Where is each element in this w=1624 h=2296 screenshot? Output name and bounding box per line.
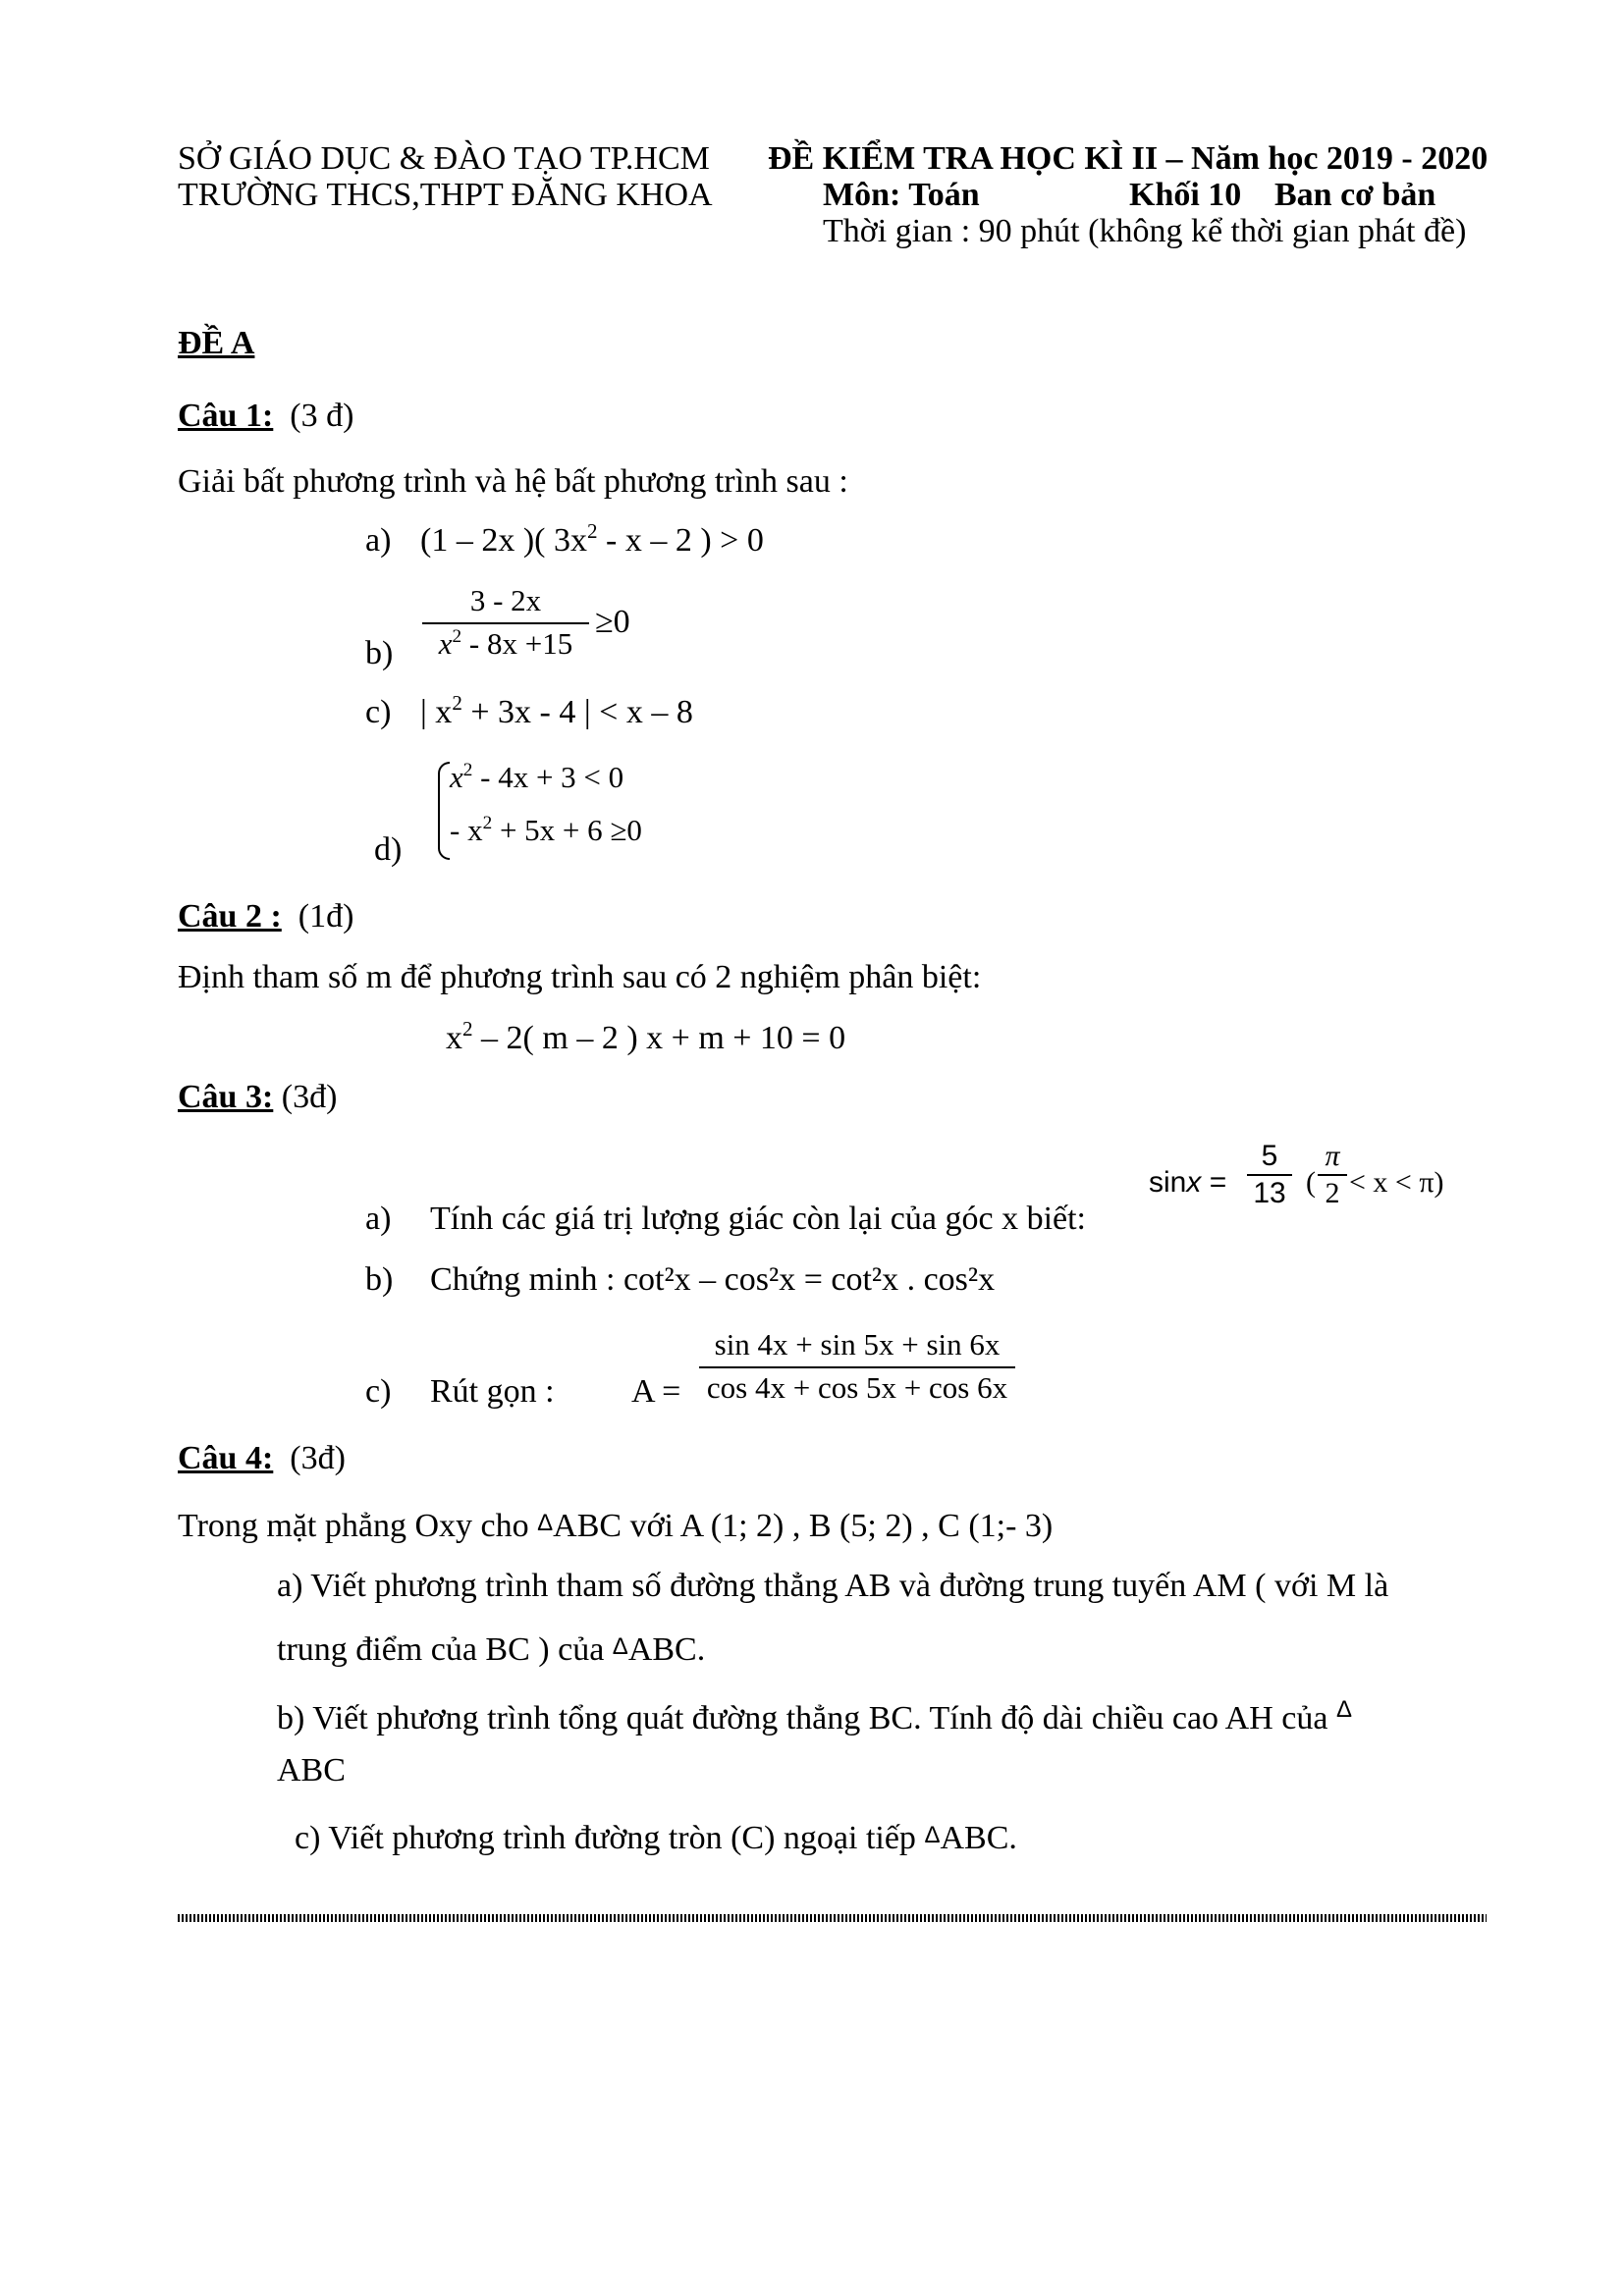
q3b-text: Chứng minh : cot²x – cos²x = cot²x . cos²x [430,1261,996,1298]
q4a-line-2: trung điểm của BC ) của ΔABC. [277,1631,706,1668]
q3a-label: a) [365,1201,392,1237]
exam-code: ĐỀ A [178,325,255,361]
q3a-sin-x: sinx = [1149,1166,1227,1199]
triangle-symbol: Δ [924,1822,941,1848]
triangle-symbol: Δ [1335,1696,1352,1723]
q1b-relation: ≥0 [595,604,630,640]
triangle-symbol: Δ [537,1510,554,1536]
triangle-symbol: Δ [612,1633,628,1660]
question-2-heading [178,897,353,936]
question-1-label: Câu 1: [178,398,274,434]
question-2-equation: $x^2 - 2$( m – 2 ) x + m + 10 = 0 [446,1017,846,1056]
q3a-open-paren: ( [1306,1166,1316,1199]
exam-duration: Thời gian : 90 phút (không kể thời gian phát đề) [823,213,1467,249]
q1b-numerator: 3 - 2x [469,583,542,617]
q3c-label: c) [365,1373,392,1410]
q3c-lhs: A = [631,1373,681,1410]
q1d-label: d) [374,831,403,868]
q1a-label: a) [365,522,392,559]
subject-label: Môn: Toán [823,177,980,213]
q1d-inequality-1: $x^2 - 4x + 3 < 0$ [450,760,624,794]
q3a-range: < x < π) [1349,1166,1444,1199]
question-1-heading [178,397,353,436]
question-1-prompt: Giải bất phương trình và hệ bất phương trình sau : [178,463,848,500]
q3a-text: Tính các giá trị lượng giác còn lại của góc x biết: [430,1201,1086,1237]
question-4-prompt: Trong mặt phẳng Oxy cho ΔABC với A (1; 2) , B (5; 2) , C (1;- 3) [178,1508,1054,1544]
q3a-sin-denominator: 13 [1253,1177,1286,1209]
school-name: TRƯỜNG THCS,THPT ĐĂNG KHOA [178,177,713,213]
q3c-denominator: cos 4x + cos 5x + cos 6x [706,1370,1008,1405]
department-name: SỞ GIÁO DỤC & ĐÀO TẠO TP.HCM [178,140,710,177]
q1d-inequality-2: - $x^2 + 5x + 6 \ge 0$ [450,813,642,847]
q4a-line-1: a) Viết phương trình tham số đường thẳng AB và đường trung tuyến AM ( với M là [277,1568,1389,1604]
q4c-line: c) Viết phương trình đường tròn (C) ngoại tiếp ΔABC. [295,1820,1017,1856]
grade-label: Khối 10 [1129,177,1242,213]
question-2-prompt: Định tham số m để phương trình sau có 2 nghiệm phân biệt: [178,959,982,995]
q3a-pi-over-2 [1318,1139,1347,1211]
q1c-expression: | $x^2 + 3x - 4$ | < x – 8 [420,691,693,730]
question-2-points: (1đ) [298,898,354,934]
q3c-text: Rút gọn : [430,1373,555,1410]
q3a-pi-numerator: π [1325,1140,1340,1172]
question-4-heading [178,1439,346,1478]
q1b-fraction [422,581,589,668]
q4b-line-1: b) Viết phương trình tổng quát đường thẳng BC. Tính độ dài chiều cao AH của $^\Delta$ [277,1696,1352,1736]
question-3-label: Câu 3: [178,1079,274,1115]
q3b-label: b) [365,1261,394,1298]
q3c-fraction [699,1325,1015,1408]
q3c-numerator: sin 4x + sin 5x + sin 6x [714,1327,1001,1362]
q3a-sin-fraction [1247,1139,1292,1211]
question-4-points: (3đ) [290,1440,346,1476]
question-4-label: Câu 4: [178,1440,274,1476]
question-1-points: (3 đ) [290,398,354,434]
question-3-points: (3đ) [273,1079,338,1115]
q3a-sin-numerator: 5 [1261,1140,1278,1172]
question-2-label: Câu 2 : [178,898,282,934]
q1b-label: b) [365,635,394,671]
question-3-heading [178,1078,337,1117]
program-label: Ban cơ bản [1274,177,1436,213]
q1a-expression: (1 – 2x )( $3x^2$ - x – 2 ) > 0 [420,519,764,559]
exam-title: ĐỀ KIỂM TRA HỌC KÌ II – Năm học 2019 - 2020 [768,140,1489,177]
q3a-pi-denominator: 2 [1325,1177,1340,1209]
q1c-label: c) [365,694,392,730]
q4b-line-2: ABC [277,1752,346,1789]
q1d-system-brace [438,762,450,860]
q1b-denominator: $x^2 - 8x +15$ [438,626,573,661]
end-separator [178,1914,1487,1922]
